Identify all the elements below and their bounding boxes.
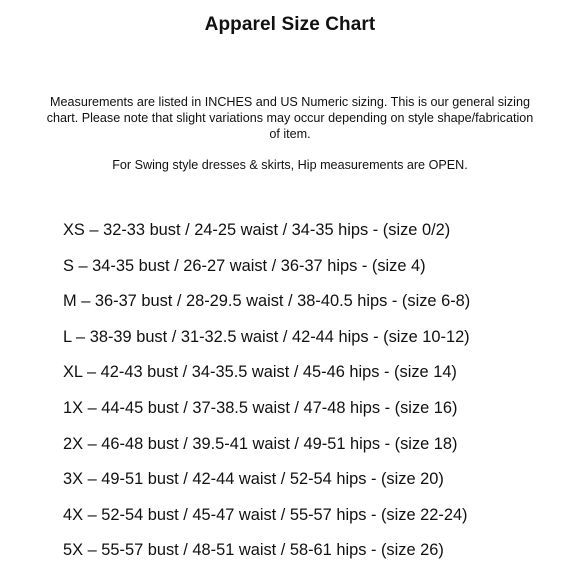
sizing-notes: [40, 94, 540, 173]
size-list: [63, 216, 573, 572]
measurement-note: Measurements are listed in INCHES and US Numeric sizing. This is our general sizing chart. Please note that slight variations may occur depending on style shape/fabrication of item.: [46, 95, 534, 141]
size-row-2x: 2X – 46-48 bust / 39.5-41 waist / 49-51 hips - (size 18): [63, 434, 458, 453]
size-row-1x: 1X – 44-45 bust / 37-38.5 waist / 47-48 hips - (size 16): [63, 398, 458, 417]
size-row-m: M – 36-37 bust / 28-29.5 waist / 38-40.5 hips - (size 6-8): [63, 292, 471, 311]
page-title: Apparel Size Chart: [204, 14, 376, 35]
size-row-3x: 3X – 49-51 bust / 42-44 waist / 52-54 hips - (size 20): [63, 470, 444, 489]
size-row-4x: 4X – 52-54 bust / 45-47 waist / 55-57 hips - (size 22-24): [63, 505, 468, 524]
size-row-l: L – 38-39 bust / 31-32.5 waist / 42-44 hips - (size 10-12): [63, 327, 470, 346]
size-row-s: S – 34-35 bust / 26-27 waist / 36-37 hips - (size 4): [63, 256, 426, 275]
size-row-xs: XS – 32-33 bust / 24-25 waist / 34-35 hips - (size 0/2): [63, 221, 451, 239]
size-row-5x: 5X – 55-57 bust / 48-51 waist / 58-61 hips - (size 26): [63, 541, 444, 560]
size-row-xl: XL – 42-43 bust / 34-35.5 waist / 45-46 hips - (size 14): [63, 363, 457, 382]
swing-style-note: For Swing style dresses & skirts, Hip measurements are OPEN.: [112, 158, 468, 172]
